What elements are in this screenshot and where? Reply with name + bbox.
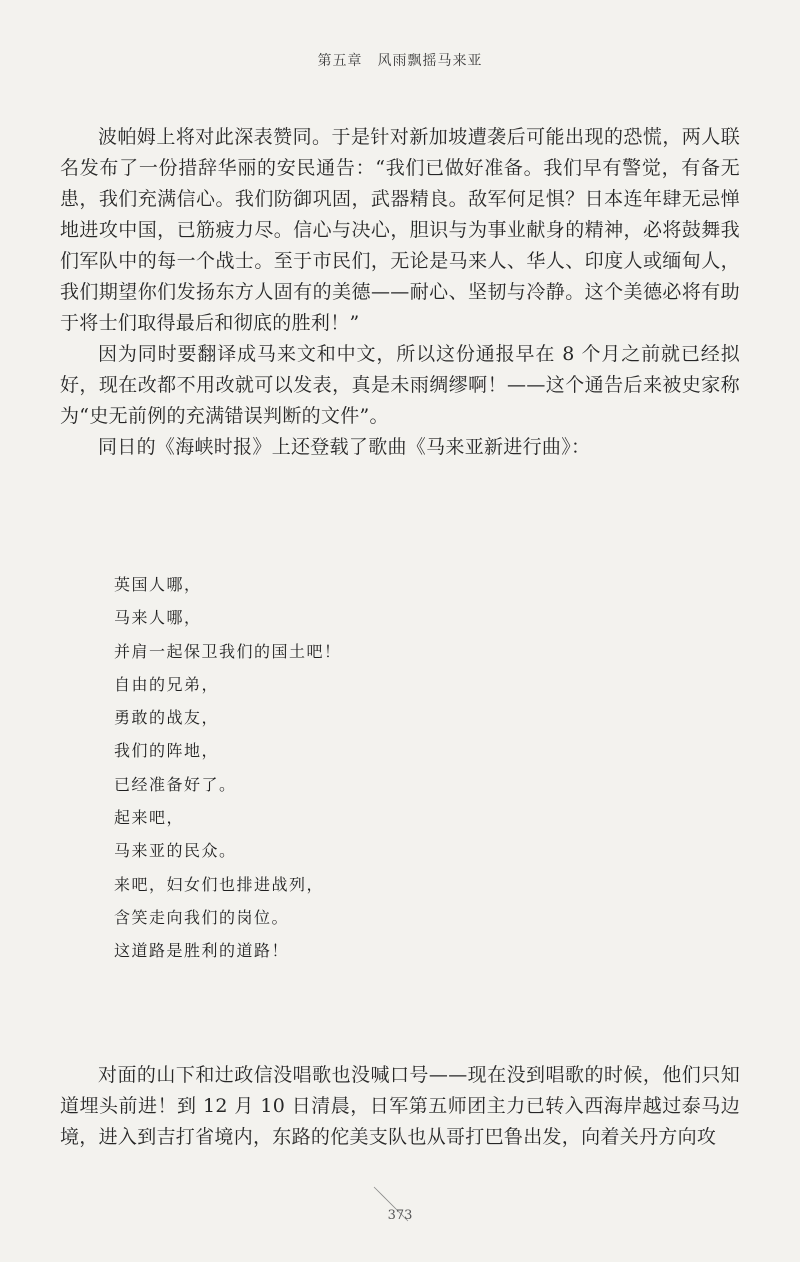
song-line: 自由的兄弟， bbox=[114, 674, 220, 694]
paragraph-translation: 因为同时要翻译成马来文和中文，所以这份通报早在 8 个月之前就已经拟好，现在改都不用改就可以发表，真是未雨绸缪啊！——这个通告后来被史家称为“史无前例的充满错误判断的文件”。 bbox=[60, 343, 740, 427]
song-line: 这道路是胜利的道路！ bbox=[114, 941, 290, 961]
song-line: 已经准备好了。 bbox=[114, 774, 237, 794]
paragraph-song-intro: 同日的《海峡时报》上还登载了歌曲《马来亚新进行曲》： bbox=[98, 436, 591, 458]
song-line: 来吧，妇女们也排进战列， bbox=[114, 874, 325, 894]
song-line: 并肩一起保卫我们的国土吧！ bbox=[114, 641, 342, 661]
main-text bbox=[60, 122, 740, 463]
running-head: 第五章 风雨飘摇马来亚 bbox=[317, 53, 483, 69]
song-line: 我们的阵地， bbox=[114, 741, 220, 761]
closing-text bbox=[60, 1060, 740, 1153]
paragraph-advance: 对面的山下和辻政信没唱歌也没喊口号——现在没到唱歌的时候，他们只知道埋头前进！到 12 月 10 日清晨，日军第五师团主力已转入西海岸越过泰马边境，进入到吉打省境内，东路的佗美支队也从哥打巴鲁出发，向着关丹方向攻 bbox=[60, 1064, 740, 1148]
song-lyrics bbox=[114, 568, 342, 968]
song-line: 马来亚的民众。 bbox=[114, 841, 237, 861]
song-line: 英国人哪， bbox=[114, 575, 202, 594]
song-line: 勇敢的战友， bbox=[114, 708, 220, 728]
page-number: 373 bbox=[387, 1208, 413, 1223]
song-line: 马来人哪， bbox=[114, 608, 202, 628]
song-line: 含笑走向我们的岗位。 bbox=[114, 907, 290, 927]
paragraph-proclamation: 波帕姆上将对此深表赞同。于是针对新加坡遭袭后可能出现的恐慌，两人联名发布了一份措辞华丽的安民通告：“我们已做好准备。我们早有警觉，有备无患，我们充满信心。我们防御巩固，武器精良。敌军何足惧？日本连年肆无忌惮地进攻中国，已筋疲力尽。信心与决心，胆识与为事业献身的精神，必将鼓舞我们军队中的每一个战士。至于市民们，无论是马来人、华人、印度人或缅甸人，我们期望你们发扬东方人固有的美德——耐心、坚韧与冷静。这个美德必将有助于将士们取得最后和彻底的胜利！” bbox=[60, 126, 740, 334]
song-line: 起来吧， bbox=[114, 808, 185, 828]
